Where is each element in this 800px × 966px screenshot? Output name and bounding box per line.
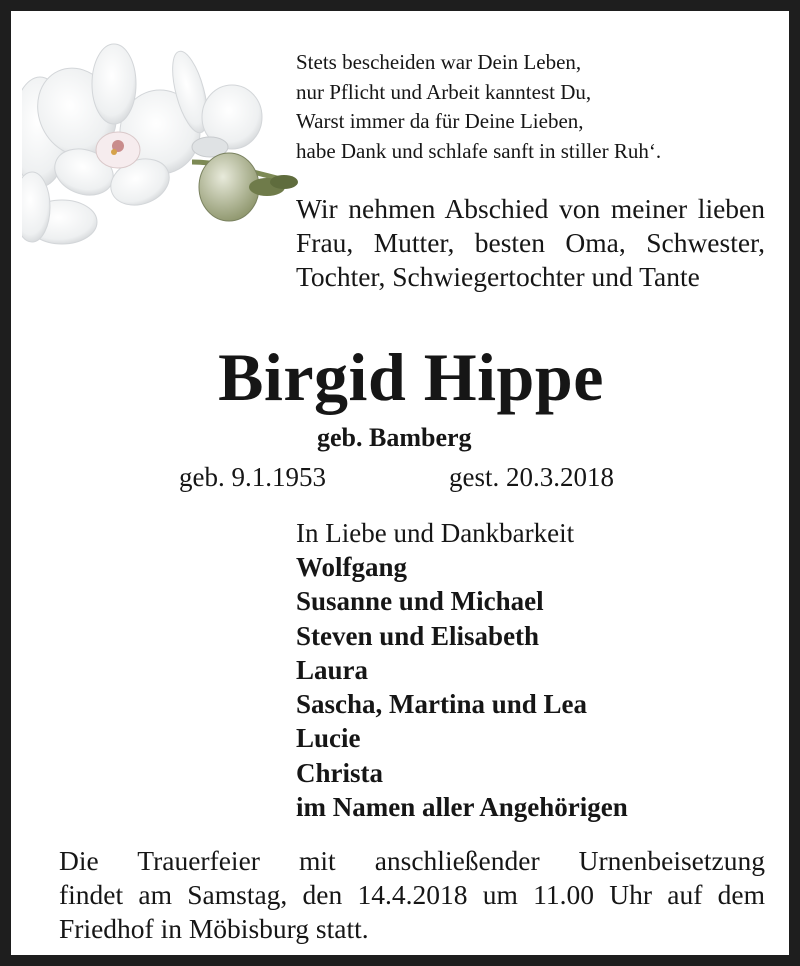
deceased-name: Birgid Hippe bbox=[218, 339, 604, 415]
death-date: gest. 20.3.2018 bbox=[449, 462, 614, 492]
service-line: Die Trauerfeier mit anschließender Urnenbeisetzung bbox=[59, 845, 765, 876]
mourner-name: im Namen aller Angehörigen bbox=[296, 792, 628, 823]
poem-line: Warst immer da für Deine Lieben, bbox=[296, 109, 584, 133]
service-notice bbox=[59, 844, 765, 946]
mourner-name: Christa bbox=[296, 757, 383, 788]
mourner-name: Susanne und Michael bbox=[296, 586, 544, 617]
poem-line: Stets bescheiden war Dein Leben, bbox=[296, 50, 582, 74]
mourner-name: Wolfgang bbox=[296, 552, 408, 582]
orchid-bud bbox=[199, 153, 298, 221]
service-line: Friedhof in Möbisburg statt. bbox=[59, 913, 369, 944]
mourner-name: Steven und Elisabeth bbox=[296, 620, 540, 651]
orchid-image bbox=[22, 22, 307, 247]
poem-line: nur Pflicht und Arbeit kanntest Du, bbox=[296, 79, 592, 104]
mourners-lead: In Liebe und Dankbarkeit bbox=[296, 518, 575, 548]
poem-line: habe Dank und schlafe sanft in stiller Ruh‘. bbox=[296, 138, 662, 163]
mourner-name: Lucie bbox=[296, 723, 361, 754]
service-line: findet am Samstag, den 14.4.2018 um 11.00 Uhr auf dem bbox=[59, 879, 765, 910]
maiden-name: geb. Bamberg bbox=[317, 423, 472, 452]
mourners-names bbox=[296, 550, 776, 824]
mourners-block bbox=[296, 516, 776, 824]
poem bbox=[296, 48, 776, 166]
mourner-name: Sascha, Martina und Lea bbox=[296, 689, 588, 720]
birth-date: geb. 9.1.1953 bbox=[179, 462, 326, 492]
farewell-intro: Wir nehmen Abschied von meiner lieben Frau, Mutter, besten Oma, Schwester, Tochter, Schwiegertochter und Tante bbox=[296, 193, 765, 292]
mourner-name: Laura bbox=[296, 654, 369, 685]
